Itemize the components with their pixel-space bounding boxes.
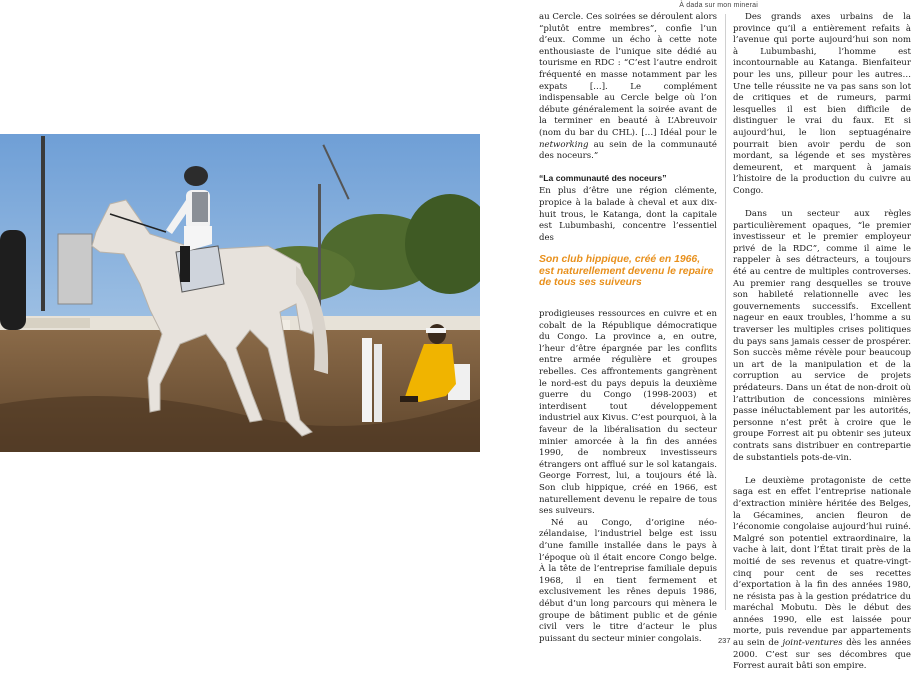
paragraph: Né au Congo, d’origine néo-zélandaise, l’industriel belge est issu d’une famille installée dans le pays à l’époque où il était encore Congo belge. À la tête de l’entreprise familiale depuis 1968, il en tient fermement et exclusivement les rênes depuis 1986, début d’un long parcours qui mènera le groupe de bâtiment public et de génie civil vers le titre d’acteur le plus puissant du secteur minier congolais.: [539, 517, 717, 644]
article-column-1: [539, 12, 717, 645]
paragraph: Le deuxième protagoniste de cette saga est en effet l’entreprise nationale d’extraction minière héritée des Belges, la Gécamines, ancien fleuron de l’économie congolaise aujourd’hui ruiné. Malgré son potentiel extraordinaire, la vache à lait, dont l’État tirait près de la moitié de ses revenus et quatre-vingt-cinq pour cent de ses recettes d’exportation à la fin des années 1980, ne résista pas à la gestion prédatrice du maréchal Mobutu. Dès le début des années 1990, elle est laissée pour morte, puis revendue par appartements au sein de joint-ventures dès les années 2000. C’est sur ses décombres que Forrest aurait bâti son empire.: [733, 475, 912, 672]
page-number: 237: [718, 636, 731, 645]
paragraph: Des grands axes urbains de la province qu’il a entièrement refaits à l’avenue qui porte aujourd’hui son nom à Lubumbashi, l’homme est incontournable au Katanga. Bienfaiteur pour les uns, pilleur pour les autres… Une telle réussite ne va pas sans son lot de critiques et de rumeurs, parmi lesquelles il est bien difficile de distinguer le vrai du faux. Et si aujourd’hui, le lion septuagénaire pourrait bien avoir perdu de son mordant, sa légende et ses mystères demeurent, et marquent à jamais l’histoire de la production du cuivre au Congo.: [733, 12, 911, 196]
emphasis: networking: [539, 139, 589, 150]
running-head: À dada sur mon minerai: [679, 2, 758, 9]
paragraph: prodigieuses ressources en cuivre et en cobalt de la République démocratique du Congo. La province a, en outre, l’heur d’être épargnée par les conflits entre armée régulière et groupes rebelles. Ces affrontements gangrènent le nord-est du pays depuis la deuxième guerre du Congo (1998-2003) et interdisent tout développement industriel aux Kivus. C’est pourquoi, à la faveur de la libéralisation du secteur minier amorcée à la fin des années 1990, de nombreux investisseurs étrangers ont afflué sur le sol katangais. George Forrest, lui, a toujours été là. Son club hippique, créé en 1966, est naturellement devenu le repaire de tous ses suiveurs.: [539, 309, 717, 517]
paragraph: Dans un secteur aux règles particulièrement opaques, “le premier investisseur et le premier employeur privé de la RDC”, comme il aime le rappeler à ses détracteurs, a toujours été au centre de multiples controverses. Au premier rang desquelles se trouve son habileté relationnelle avec les gouvernements successifs. Excellent nageur en eaux troubles, l’homme a su traverser les multiples crises politiques du pays sans jamais cesser de prospérer. Son succès même révèle pour beaucoup un art de la manipulation et de la corruption au service de projets prédateurs. Dans un état de non-droit où l’attribution de concessions minières passe inéluctablement par les autorités, personne n’est prêt à croire que le groupe Forrest ait pu obtenir ses juteux contrats sans distribuer en contrepartie de substantiels pots-de-vin.: [733, 209, 911, 463]
emphasis: joint-ventures: [782, 638, 843, 649]
article-column-2: [733, 12, 911, 673]
photo-show-jumping-horse: [0, 134, 480, 452]
paragraph: au Cercle. Ces soirées se déroulent alors “plutôt entre membres”, confie l’un d’eux. Comme un écho à cette note enthousiaste de l’unique site dédié au tourisme en RDC : “C’est l’autre endroit fréquenté en masse notamment par les expats […]. Le complément indispensable au Cercle belge où l’on débute généralement la soirée avant de la terminer en beauté à L’Abreuvoir (nom du bar du CHL). […] Idéal pour le networking au sein de la communauté des noceurs.”: [539, 12, 717, 162]
pull-quote: Son club hippique, créé en 1966, est naturellement devenu le repaire de tous ses suiveurs: [539, 254, 714, 289]
paragraph: En plus d’être une région clémente, propice à la balade à cheval et aux dix-huit trous, le Katanga, dont la capitale est Lubumbashi, concentre l’essentiel des: [539, 186, 717, 243]
section-subhead: “La communauté des noceurs”: [539, 172, 667, 183]
column-divider: [725, 14, 726, 610]
